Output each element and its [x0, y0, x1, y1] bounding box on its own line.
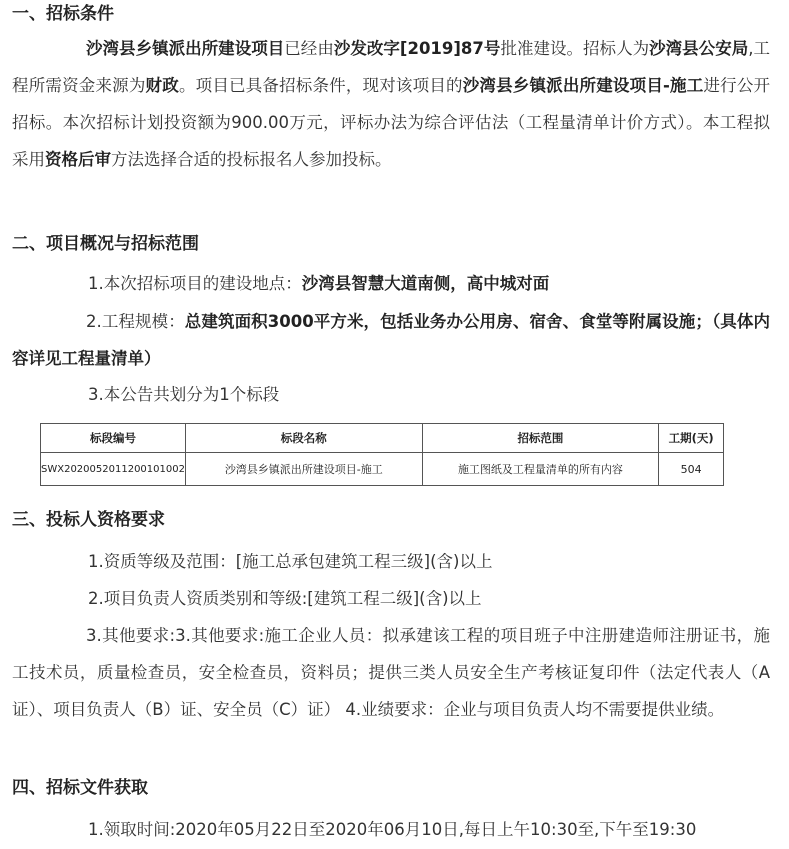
section-2-heading: 二、项目概况与招标范围	[12, 234, 199, 254]
section-count-line: 3.本公告共划分为1个标段	[88, 385, 280, 404]
table-cell: 施工图纸及工程量清单的所有内容	[422, 453, 659, 486]
manager-qualification-line: 2.项目负责人资质类别和等级:[建筑工程二级](含)以上	[88, 589, 482, 608]
section-1-paragraph: 沙湾县乡镇派出所建设项目已经由沙发改字[2019]87号批准建设。招标人为沙湾县公安局,工程所需资金来源为财政。项目已具备招标条件，现对该项目的沙湾县乡镇派出所建设项目-施工进行公开招标。本次招标计划投资额为900.00万元，评标办法为综合评估法（工程量清单计价方式）。本工程拟采用资格后审方法选择合适的投标报名人参加投标。	[12, 39, 771, 169]
table-header-cell: 标段编号	[41, 424, 186, 453]
pickup-time-line: 1.领取时间:2020年05月22日至2020年06月10日,每日上午10:30至,下午至19:30	[88, 820, 697, 839]
table-header-row	[41, 424, 724, 453]
qualification-line: 1.资质等级及范围：[施工总承包建筑工程三级](含)以上	[88, 552, 493, 571]
location-line: 1.本次招标项目的建设地点：沙湾县智慧大道南侧，高中城对面	[88, 274, 550, 293]
table-header-cell: 招标范围	[422, 424, 659, 453]
table-row	[41, 453, 724, 486]
table-header-cell: 标段名称	[185, 424, 422, 453]
other-requirements-paragraph: 3.其他要求:3.其他要求:施工企业人员：拟承建该工程的项目班子中注册建造师注册证书，施工技术员，质量检查员，安全检查员，资料员；提供三类人员安全生产考核证复印件（法定代表人（A证）、项目负责人（B）证、安全员（C）证） 4.业绩要求：企业与项目负责人均不需要提供业绩。	[12, 626, 770, 719]
table-cell: SWX2020052011200101002	[41, 453, 186, 486]
table-cell: 504	[659, 453, 724, 486]
table-header-cell: 工期(天)	[659, 424, 724, 453]
bid-section-table	[40, 423, 724, 486]
section-1-heading: 一、招标条件	[12, 4, 114, 24]
section-4-heading: 四、招标文件获取	[12, 778, 148, 798]
table-cell: 沙湾县乡镇派出所建设项目-施工	[185, 453, 422, 486]
scale-paragraph: 2.工程规模：总建筑面积3000平方米，包括业务办公用房、宿舍、食堂等附属设施；（具体内容详见工程量清单）	[12, 312, 770, 368]
section-3-heading: 三、投标人资格要求	[12, 510, 165, 530]
